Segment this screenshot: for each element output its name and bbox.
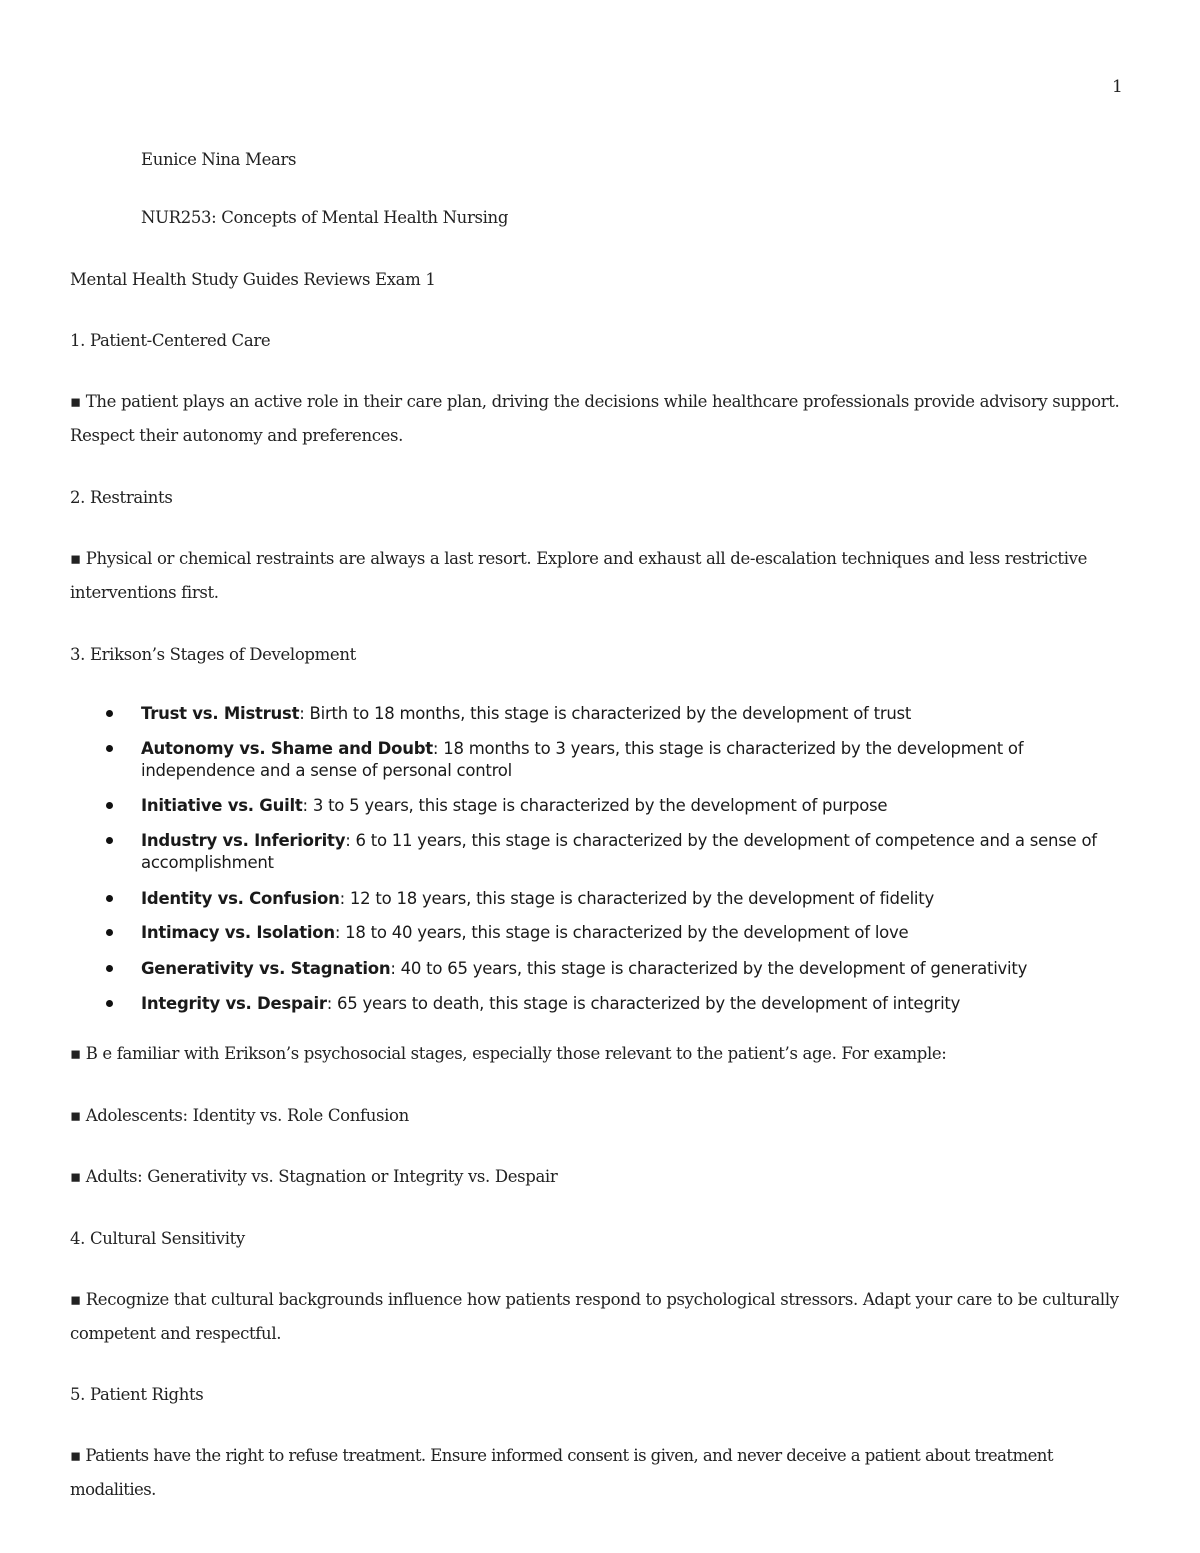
- bullet-icon: [106, 802, 113, 809]
- bullet-icon: [106, 1000, 113, 1007]
- section-body: ▪ Physical or chemical restraints are always a last resort. Explore and exhaust all de-escalation techniques and less restrictive interventions first.: [70, 549, 1088, 602]
- section-body: ▪ Patients have the right to refuse treatment. Ensure informed consent is given, and never deceive a patient about treatment modalities.: [70, 1446, 1053, 1499]
- bullet-icon: [106, 710, 113, 717]
- bullet-icon: [106, 965, 113, 972]
- page-number: 1: [1112, 77, 1123, 97]
- stage-description: : 12 to 18 years, this stage is characterized by the development of fidelity: [339, 889, 935, 908]
- stage-name: Initiative vs. Guilt: [141, 796, 303, 815]
- section-heading: 2. Restraints: [70, 488, 173, 507]
- stage-description: : 65 years to death, this stage is characterized by the development of integrity: [326, 994, 961, 1013]
- stage-description: : 18 to 40 years, this stage is characterized by the development of love: [334, 923, 909, 942]
- section-heading: 5. Patient Rights: [70, 1385, 204, 1404]
- bullet-icon: [106, 745, 113, 752]
- section-heading: 3. Erikson’s Stages of Development: [70, 645, 356, 664]
- section-body: ▪ Recognize that cultural backgrounds influence how patients respond to psychological stressors. Adapt your care to be culturally competent and respectful.: [70, 1290, 1119, 1343]
- document-title: Mental Health Study Guides Reviews Exam 1: [70, 270, 436, 289]
- bullet-icon: [106, 837, 113, 844]
- stage-name: Autonomy vs. Shame and Doubt: [141, 739, 433, 758]
- stage-description: : 40 to 65 years, this stage is characterized by the development of generativity: [390, 959, 1028, 978]
- stage-description: : 3 to 5 years, this stage is characterized by the development of purpose: [302, 796, 888, 815]
- stage-name: Generativity vs. Stagnation: [141, 959, 391, 978]
- bullet-icon: [106, 895, 113, 902]
- bullet-icon: [106, 929, 113, 936]
- stage-name: Integrity vs. Despair: [141, 994, 327, 1013]
- stage-name: Trust vs. Mistrust: [141, 704, 300, 723]
- stage-description: : Birth to 18 months, this stage is characterized by the development of trust: [299, 704, 912, 723]
- stage-name: Intimacy vs. Isolation: [141, 923, 335, 942]
- erikson-example-adults: ▪ Adults: Generativity vs. Stagnation or Integrity vs. Despair: [70, 1167, 558, 1186]
- section-heading: 1. Patient-Centered Care: [70, 331, 271, 350]
- stage-description: : 6 to 11 years, this stage is characterized by the development of competence and a sense of accomplishment: [141, 831, 1097, 872]
- erikson-note: ▪ B e familiar with Erikson’s psychosocial stages, especially those relevant to the patient’s age. For example:: [70, 1044, 947, 1063]
- author-name: Eunice Nina Mears: [141, 150, 297, 169]
- stage-description: : 18 months to 3 years, this stage is characterized by the development of independence and a sense of personal control: [141, 739, 1024, 780]
- stage-name: Industry vs. Inferiority: [141, 831, 346, 850]
- stage-name: Identity vs. Confusion: [141, 889, 340, 908]
- erikson-example-adolescents: ▪ Adolescents: Identity vs. Role Confusion: [70, 1106, 409, 1125]
- section-heading: 4. Cultural Sensitivity: [70, 1229, 245, 1248]
- course-name: NUR253: Concepts of Mental Health Nursing: [141, 208, 509, 227]
- section-body: ▪ The patient plays an active role in their care plan, driving the decisions while healthcare professionals provide advisory support. Respect their autonomy and preferences.: [70, 392, 1120, 445]
